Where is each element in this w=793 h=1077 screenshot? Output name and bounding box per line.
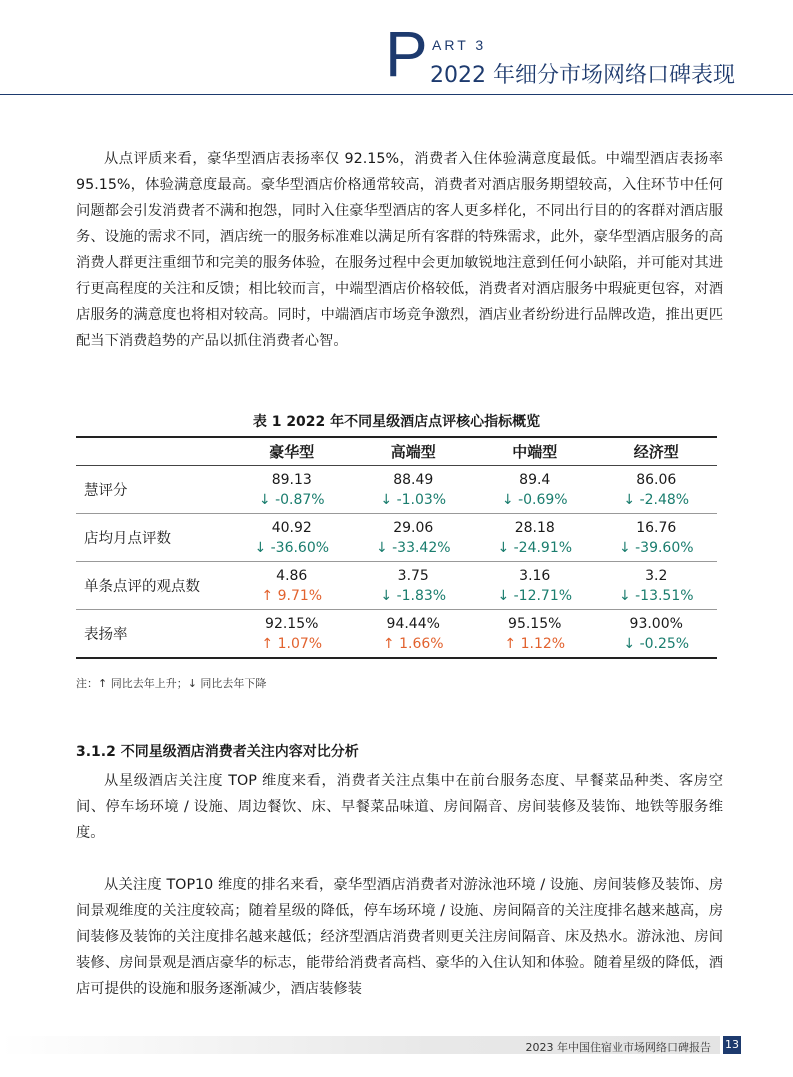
cell-value: 4.86: [276, 567, 308, 584]
cell-change: ↓ -0.25%: [623, 635, 690, 652]
column-header: [76, 437, 231, 466]
table-cell: [353, 514, 475, 562]
cell-change: ↑ 1.66%: [382, 635, 444, 652]
column-header: 高端型: [353, 437, 475, 466]
table-cell: [231, 610, 353, 659]
table-cell: [231, 514, 353, 562]
table-cell: [596, 610, 718, 659]
table-cell: [474, 466, 596, 514]
paragraph-1: 从点评质来看，豪华型酒店表扬率仅 92.15%，消费者入住体验满意度最低。中端型酒店表扬率 95.15%，体验满意度最高。豪华型酒店价格通常较高，消费者对酒店服务期望较高，入住环节中任何问题都会引发消费者不满和抱怨，同时入住豪华型酒店的客人更多样化，不同出行目的的客群对酒店服务、设施的需求不同，酒店统一的服务标准难以满足所有客群的特殊需求，此外，豪华型酒店服务的高消费人群更注重细节和完美的服务体验，在服务过程中会更加敏锐地注意到任何小缺陷，并可能对其进行更高程度的关注和反馈；相比较而言，中端型酒店价格较低，消费者对酒店服务中瑕疵更包容，对酒店服务的满意度也将相对较高。同时，中端酒店市场竞争激烈，酒店业者纷纷进行品牌改造，推出更匹配当下消费趋势的产品以抓住消费者心智。: [76, 151, 723, 349]
cell-value: 89.4: [519, 471, 551, 488]
column-header: 豪华型: [231, 437, 353, 466]
table-header-row: [76, 437, 717, 466]
cell-change: ↓ -2.48%: [623, 491, 690, 508]
table-row: [76, 514, 717, 562]
section-title: 2022 年细分市场网络口碑表现: [430, 63, 735, 88]
part-label: ART 3: [432, 37, 487, 53]
page-footer: [0, 1032, 793, 1056]
cell-value: 3.75: [397, 567, 429, 584]
row-label: 表扬率: [76, 610, 231, 659]
cell-value: 16.76: [636, 519, 677, 536]
cell-change: ↑ 9.71%: [261, 587, 323, 604]
part-letter: P: [385, 18, 428, 90]
row-label: 慧评分: [76, 466, 231, 514]
table-cell: [596, 514, 718, 562]
cell-value: 94.44%: [386, 615, 440, 632]
cell-value: 95.15%: [508, 615, 562, 632]
metrics-table: [76, 436, 717, 659]
subsection-heading: 3.1.2 不同星级酒店消费者关注内容对比分析: [76, 744, 359, 760]
cell-value: 40.92: [271, 519, 312, 536]
row-label: 店均月点评数: [76, 514, 231, 562]
cell-change: ↑ 1.07%: [261, 635, 323, 652]
cell-value: 86.06: [636, 471, 677, 488]
cell-change: ↓ -1.03%: [380, 491, 447, 508]
table-row: [76, 466, 717, 514]
cell-value: 92.15%: [265, 615, 319, 632]
cell-change: ↓ -12.71%: [497, 587, 573, 604]
table-row: [76, 610, 717, 659]
cell-change: ↓ -33.42%: [375, 539, 451, 556]
table-cell: [474, 562, 596, 610]
cell-change: ↓ -13.51%: [618, 587, 694, 604]
table-cell: [353, 610, 475, 659]
cell-change: ↓ -0.69%: [501, 491, 568, 508]
header-divider: [0, 94, 793, 95]
table-cell: [596, 466, 718, 514]
cell-change: ↓ -36.60%: [254, 539, 330, 556]
cell-change: ↑ 1.12%: [504, 635, 566, 652]
cell-change: ↓ -0.87%: [258, 491, 325, 508]
paragraph-3: 从关注度 TOP10 维度的排名来看，豪华型酒店消费者对游泳池环境 / 设施、房间装修及装饰、房间景观维度的关注度较高；随着星级的降低，停车场环境 / 设施、房间隔音的关注度排名越来越高，房间装修及装饰的关注度排名越来越低；经济型酒店消费者则更关注房间隔音、床及热水。游泳池、房间装修、房间景观是酒店豪华的标志，能带给消费者高档、豪华的入住认知和体验。随着星级的降低，酒店可提供的设施和服务逐渐减少，酒店装修装: [76, 877, 723, 997]
table-cell: [474, 610, 596, 659]
cell-value: 29.06: [393, 519, 434, 536]
column-header: 经济型: [596, 437, 718, 466]
cell-value: 88.49: [393, 471, 434, 488]
table-row: [76, 562, 717, 610]
footer-title: 2023 年中国住宿业市场网络口碑报告: [525, 1041, 711, 1054]
table-cell: [231, 466, 353, 514]
cell-value: 93.00%: [629, 615, 683, 632]
cell-value: 3.2: [645, 567, 668, 584]
column-header: 中端型: [474, 437, 596, 466]
cell-change: ↓ -39.60%: [618, 539, 694, 556]
table-caption: 表 1 2022 年不同星级酒店点评核心指标概览: [252, 414, 541, 430]
page-header: [0, 0, 793, 95]
row-label: 单条点评的观点数: [76, 562, 231, 610]
table-cell: [474, 514, 596, 562]
cell-value: 3.16: [519, 567, 551, 584]
cell-value: 28.18: [514, 519, 555, 536]
table-note: 注：↑ 同比去年上升；↓ 同比去年下降: [76, 677, 267, 690]
cell-value: 89.13: [271, 471, 312, 488]
table-cell: [353, 466, 475, 514]
paragraph-2: 从星级酒店关注度 TOP 维度来看，消费者关注点集中在前台服务态度、早餐菜品种类、客房空间、停车场环境 / 设施、周边餐饮、床、早餐菜品味道、房间隔音、房间装修及装饰、地铁等服务维度。: [76, 773, 723, 841]
cell-change: ↓ -1.83%: [380, 587, 447, 604]
table-cell: [231, 562, 353, 610]
page-number: 13: [723, 1036, 741, 1054]
table-cell: [596, 562, 718, 610]
table-cell: [353, 562, 475, 610]
cell-change: ↓ -24.91%: [497, 539, 573, 556]
